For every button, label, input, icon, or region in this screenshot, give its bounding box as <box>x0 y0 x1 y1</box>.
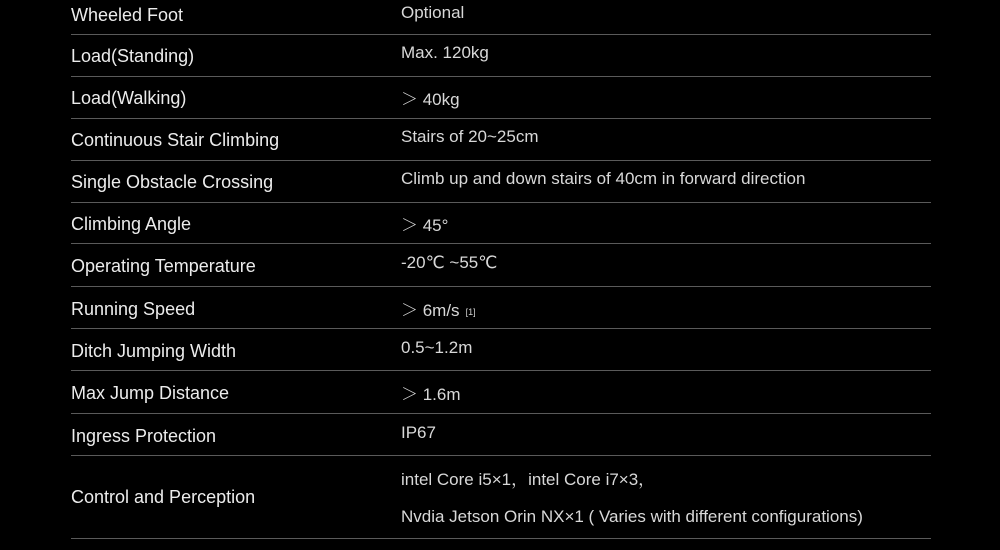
spec-row-stair-climbing <box>71 119 931 161</box>
spec-label: Single Obstacle Crossing <box>71 172 274 192</box>
spec-value: ＞ 40kg <box>401 90 460 109</box>
spec-label: Operating Temperature <box>71 256 256 276</box>
spec-value: intel Core i5×1，intel Core i7×3， <box>401 470 656 489</box>
spec-row-load-walking <box>71 77 931 119</box>
spec-label: Climbing Angle <box>71 214 192 234</box>
spec-row-control-perception <box>71 456 931 539</box>
spec-label: Ingress Protection <box>71 426 217 446</box>
spec-row-operating-temperature <box>71 244 931 287</box>
spec-row-climbing-angle <box>71 203 931 244</box>
spec-value-line2: Nvdia Jetson Orin NX×1 ( Varies with different configurations) <box>401 507 863 526</box>
spec-label: Wheeled Foot <box>71 5 184 25</box>
spec-value: ＞ 1.6m <box>401 385 461 404</box>
spec-row-obstacle-crossing <box>71 161 931 203</box>
spec-row-load-standing <box>71 35 931 77</box>
spec-value-wrap <box>401 296 476 321</box>
spec-value: ＞ 45° <box>401 216 449 235</box>
spec-value: ＞ 6m/s <box>401 301 460 320</box>
spec-label: Running Speed <box>71 299 196 319</box>
spec-row-wheeled-foot <box>71 0 931 35</box>
spec-label: Max Jump Distance <box>71 383 230 403</box>
spec-label: Ditch Jumping Width <box>71 341 237 361</box>
spec-row-max-jump <box>71 371 931 414</box>
spec-row-ditch-jumping <box>71 329 931 371</box>
spec-value: Max. 120kg <box>401 43 489 62</box>
spec-value: Stairs of 20~25cm <box>401 127 539 146</box>
spec-label: Load(Standing) <box>71 46 195 66</box>
spec-value: Climb up and down stairs of 40cm in forward direction <box>401 169 806 188</box>
spec-label: Load(Walking) <box>71 88 187 108</box>
spec-value: IP67 <box>401 423 436 442</box>
spec-row-running-speed <box>71 287 931 329</box>
spec-row-ingress-protection <box>71 414 931 456</box>
footnote-marker[interactable]: [1] <box>465 307 476 317</box>
spec-value: Optional <box>401 3 465 22</box>
spec-label: Control and Perception <box>71 487 256 507</box>
spec-value: 0.5~1.2m <box>401 338 473 357</box>
spec-value: -20℃ ~55℃ <box>401 253 498 272</box>
spec-table <box>71 0 931 539</box>
spec-label: Continuous Stair Climbing <box>71 130 280 150</box>
